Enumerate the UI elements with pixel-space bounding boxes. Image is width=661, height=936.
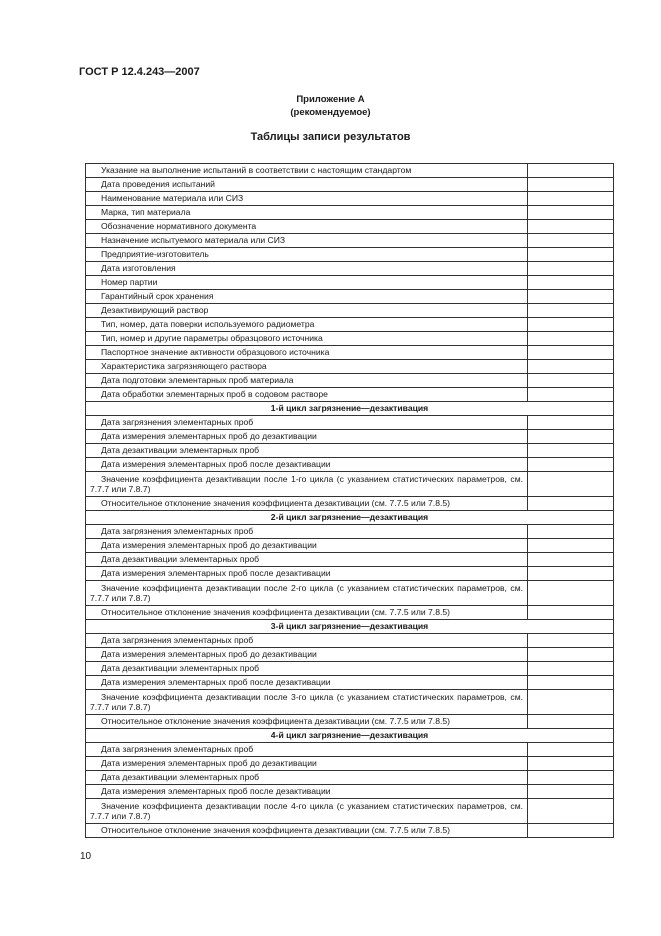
table-row	[86, 374, 614, 388]
results-table	[85, 163, 614, 838]
row-label: Характеристика загрязняющего раствора	[86, 360, 528, 374]
table-row	[86, 497, 614, 511]
table-row	[86, 472, 614, 497]
row-label: Дезактивирующий раствор	[86, 304, 528, 318]
row-label: Дата обработки элементарных проб в содовом растворе	[86, 388, 528, 402]
row-label: Дата измерения элементарных проб после дезактивации	[86, 458, 528, 472]
value-cell[interactable]	[528, 553, 614, 567]
row-label: Значение коэффициента дезактивации после 3-го цикла (с указанием статистических параметров, см. 7.7.7 или 7.8.7)	[86, 690, 528, 715]
value-cell[interactable]	[528, 332, 614, 346]
value-cell[interactable]	[528, 374, 614, 388]
value-cell[interactable]	[528, 164, 614, 178]
value-cell[interactable]	[528, 743, 614, 757]
row-label: Дата измерения элементарных проб после дезактивации	[86, 676, 528, 690]
value-cell[interactable]	[528, 416, 614, 430]
row-label: Паспортное значение активности образцового источника	[86, 346, 528, 360]
row-label: Дата загрязнения элементарных проб	[86, 634, 528, 648]
table-row	[86, 360, 614, 374]
table-row	[86, 164, 614, 178]
row-label: Значение коэффициента дезактивации после 1-го цикла (с указанием статистических параметров, см. 7.7.7 или 7.8.7)	[86, 472, 528, 497]
appendix-heading	[0, 93, 661, 119]
value-cell[interactable]	[528, 276, 614, 290]
value-cell[interactable]	[528, 771, 614, 785]
value-cell[interactable]	[528, 757, 614, 771]
value-cell[interactable]	[528, 539, 614, 553]
row-label: Дата загрязнения элементарных проб	[86, 525, 528, 539]
section-title: 4-й цикл загрязнение—дезактивация	[86, 729, 614, 743]
value-cell[interactable]	[528, 676, 614, 690]
table-row	[86, 416, 614, 430]
table-row	[86, 248, 614, 262]
value-cell[interactable]	[528, 567, 614, 581]
table-row	[86, 262, 614, 276]
table-row	[86, 690, 614, 715]
table-row	[86, 525, 614, 539]
value-cell[interactable]	[528, 220, 614, 234]
row-label: Относительное отклонение значения коэффициента дезактивации (см. 7.7.5 или 7.8.5)	[86, 497, 528, 511]
row-label: Относительное отклонение значения коэффициента дезактивации (см. 7.7.5 или 7.8.5)	[86, 606, 528, 620]
row-label: Дата измерения элементарных проб до дезактивации	[86, 539, 528, 553]
table-row	[86, 662, 614, 676]
value-cell[interactable]	[528, 785, 614, 799]
value-cell[interactable]	[528, 648, 614, 662]
value-cell[interactable]	[528, 497, 614, 511]
table-row	[86, 276, 614, 290]
table-row	[86, 676, 614, 690]
value-cell[interactable]	[528, 430, 614, 444]
table-row	[86, 206, 614, 220]
table-row	[86, 178, 614, 192]
section-header-row	[86, 511, 614, 525]
value-cell[interactable]	[528, 634, 614, 648]
section-header-row	[86, 402, 614, 416]
row-label: Дата подготовки элементарных проб материала	[86, 374, 528, 388]
table-row	[86, 234, 614, 248]
table-row	[86, 346, 614, 360]
table-row	[86, 430, 614, 444]
results-table-body	[86, 164, 614, 838]
table-row	[86, 458, 614, 472]
value-cell[interactable]	[528, 715, 614, 729]
table-row	[86, 332, 614, 346]
section-title: 3-й цикл загрязнение—дезактивация	[86, 620, 614, 634]
value-cell[interactable]	[528, 525, 614, 539]
document-header: ГОСТ Р 12.4.243—2007	[79, 66, 200, 78]
table-title: Таблицы записи результатов	[250, 131, 411, 143]
table-row	[86, 757, 614, 771]
row-label: Тип, номер и другие параметры образцового источника	[86, 332, 528, 346]
row-label: Дата дезактивации элементарных проб	[86, 444, 528, 458]
value-cell[interactable]	[528, 444, 614, 458]
table-row	[86, 567, 614, 581]
table-row	[86, 581, 614, 606]
table-row	[86, 743, 614, 757]
table-row	[86, 318, 614, 332]
row-label: Дата измерения элементарных проб до дезактивации	[86, 430, 528, 444]
table-row	[86, 553, 614, 567]
value-cell[interactable]	[528, 248, 614, 262]
value-cell[interactable]	[528, 206, 614, 220]
table-row	[86, 539, 614, 553]
value-cell[interactable]	[528, 290, 614, 304]
value-cell[interactable]	[528, 262, 614, 276]
row-label: Предприятие-изготовитель	[86, 248, 528, 262]
row-label: Дата загрязнения элементарных проб	[86, 743, 528, 757]
value-cell[interactable]	[528, 662, 614, 676]
row-label: Дата измерения элементарных проб после дезактивации	[86, 785, 528, 799]
value-cell[interactable]	[528, 192, 614, 206]
value-cell[interactable]	[528, 234, 614, 248]
row-label: Дата дезактивации элементарных проб	[86, 553, 528, 567]
table-row	[86, 444, 614, 458]
value-cell[interactable]	[528, 360, 614, 374]
value-cell[interactable]	[528, 346, 614, 360]
value-cell[interactable]	[528, 304, 614, 318]
value-cell[interactable]	[528, 458, 614, 472]
table-row	[86, 220, 614, 234]
row-label: Гарантийный срок хранения	[86, 290, 528, 304]
value-cell[interactable]	[528, 824, 614, 838]
row-label: Обозначение нормативного документа	[86, 220, 528, 234]
row-label: Дата проведения испытаний	[86, 178, 528, 192]
row-label: Дата измерения элементарных проб до дезактивации	[86, 757, 528, 771]
row-label: Тип, номер, дата поверки используемого радиометра	[86, 318, 528, 332]
row-label: Относительное отклонение значения коэффициента дезактивации (см. 7.7.5 или 7.8.5)	[86, 715, 528, 729]
value-cell[interactable]	[528, 388, 614, 402]
page-number: 10	[80, 851, 92, 862]
table-row	[86, 715, 614, 729]
table-row	[86, 824, 614, 838]
row-label: Дата дезактивации элементарных проб	[86, 662, 528, 676]
value-cell[interactable]	[528, 318, 614, 332]
value-cell[interactable]	[528, 799, 614, 824]
row-label: Дата измерения элементарных проб до дезактивации	[86, 648, 528, 662]
row-label: Дата измерения элементарных проб после дезактивации	[86, 567, 528, 581]
value-cell[interactable]	[528, 472, 614, 497]
value-cell[interactable]	[528, 581, 614, 606]
value-cell[interactable]	[528, 606, 614, 620]
section-header-row	[86, 729, 614, 743]
table-row	[86, 634, 614, 648]
table-row	[86, 304, 614, 318]
row-label: Значение коэффициента дезактивации после 4-го цикла (с указанием статистических параметров, см. 7.7.7 или 7.8.7)	[86, 799, 528, 824]
section-header-row	[86, 620, 614, 634]
value-cell[interactable]	[528, 690, 614, 715]
row-label: Значение коэффициента дезактивации после 2-го цикла (с указанием статистических параметров, см. 7.7.7 или 7.8.7)	[86, 581, 528, 606]
row-label: Назначение испытуемого материала или СИЗ	[86, 234, 528, 248]
appendix-subtitle: (рекомендуемое)	[290, 107, 371, 118]
row-label: Наименование материала или СИЗ	[86, 192, 528, 206]
section-title: 2-й цикл загрязнение—дезактивация	[86, 511, 614, 525]
row-label: Дата изготовления	[86, 262, 528, 276]
table-row	[86, 785, 614, 799]
table-row	[86, 648, 614, 662]
value-cell[interactable]	[528, 178, 614, 192]
section-title: 1-й цикл загрязнение—дезактивация	[86, 402, 614, 416]
table-row	[86, 606, 614, 620]
row-label: Относительное отклонение значения коэффициента дезактивации (см. 7.7.5 или 7.8.5)	[86, 824, 528, 838]
row-label: Дата дезактивации элементарных проб	[86, 771, 528, 785]
row-label: Марка, тип материала	[86, 206, 528, 220]
row-label: Номер партии	[86, 276, 528, 290]
row-label: Дата загрязнения элементарных проб	[86, 416, 528, 430]
appendix-title: Приложение А	[296, 94, 365, 105]
table-row	[86, 771, 614, 785]
table-row	[86, 799, 614, 824]
row-label: Указание на выполнение испытаний в соответствии с настоящим стандартом	[86, 164, 528, 178]
table-row	[86, 388, 614, 402]
table-row	[86, 192, 614, 206]
table-row	[86, 290, 614, 304]
